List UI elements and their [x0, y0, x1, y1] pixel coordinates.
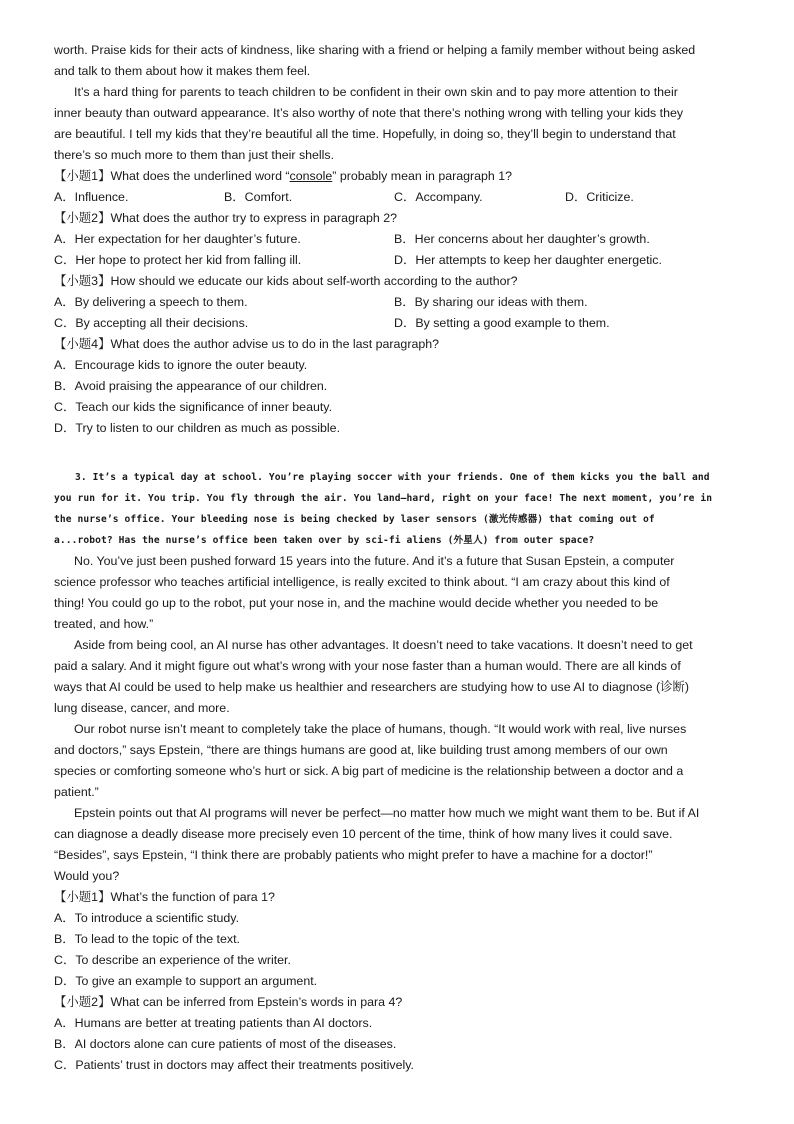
passage3-para-line: can diagnose a deadly disease more precisely even 10 percent of the time, think of how many lives it could save. [54, 827, 673, 841]
option-d: D．To give an example to support an argument. [54, 974, 318, 988]
passage3-para-line: science professor who teaches artificial intelligence, is really excited to think about. “I am crazy about this kind of [54, 575, 670, 589]
option-c: C．Teach our kids the significance of inner beauty. [54, 400, 333, 414]
option-c: C．By accepting all their decisions. [54, 316, 249, 330]
passage2-last-para-line: there’s so much more to them than just their shells. [54, 148, 335, 162]
option-a: A．To introduce a scientific study. [54, 911, 240, 925]
option-c: C．Patients’ trust in doctors may affect their treatments positively. [54, 1058, 414, 1072]
passage3-para-line: patient.” [54, 785, 99, 799]
passage2-para-line: and talk to them about how it makes them feel. [54, 64, 311, 78]
passage3-para-line: Epstein points out that AI programs will never be perfect—no matter how much we might want them to be. But if AI [74, 806, 700, 820]
passage3-para-line: and doctors,” says Epstein, “there are things humans are good at, like building trust among members of our own [54, 743, 668, 757]
question-prompt: 【小题1】What’s the function of para 1? [54, 890, 275, 904]
option-d: D．Try to listen to our children as much as possible. [54, 421, 341, 435]
option-a: A．By delivering a speech to them. [54, 295, 248, 309]
passage3-intro-line: you run for it. You trip. You fly through the air. You land—hard, right on your face! The next moment, you’re in [54, 493, 713, 504]
option-c: C．Accompany. [394, 190, 483, 204]
passage2-last-para-line: It’s a hard thing for parents to teach children to be confident in their own skin and to pay more attention to their [74, 85, 678, 99]
underlined-word: console [289, 169, 333, 183]
option-b: B．Her concerns about her daughter’s growth. [394, 232, 650, 246]
passage3-para-line: treated, and how.” [54, 617, 154, 631]
passage3-para-line: Our robot nurse isn’t meant to completely take the place of humans, though. “It would work with real, live nurses [74, 722, 687, 736]
option-c: C．Her hope to protect her kid from falling ill. [54, 253, 302, 267]
question-prompt: 【小题4】What does the author advise us to do in the last paragraph? [54, 337, 440, 351]
option-b: B．Avoid praising the appearance of our children. [54, 379, 328, 393]
option-b: B．Comfort. [224, 190, 293, 204]
passage3-para-line: paid a salary. And it might figure out what’s wrong with your nose faster than a human would. There are all kinds of [54, 659, 681, 673]
passage3-para-line: thing! You could go up to the robot, put your nose in, and the machine would decide whether you needed to be [54, 596, 659, 610]
passage3-intro-line: a...robot? Has the nurse’s office been taken over by sci-fi aliens (外星人) from outer space? [54, 535, 595, 546]
passage3-para-line: No. You’ve just been pushed forward 15 years into the future. And it’s a future that Susan Epstein, a computer [74, 554, 675, 568]
passage3-intro-line: the nurse’s office. Your bleeding nose is being checked by laser sensors (激光传感器) that coming out of [54, 514, 655, 525]
passage3-para-line: “Besides”, says Epstein, “I think there are probably patients who might prefer to have a machine for a doctor!” [54, 848, 653, 862]
question-prompt: 【小题1】What does the underlined word “console” probably mean in paragraph 1? [54, 169, 513, 183]
option-a: A．Influence. [54, 190, 129, 204]
question-prompt: 【小题2】What can be inferred from Epstein’s words in para 4? [54, 995, 403, 1009]
option-b: B．AI doctors alone can cure patients of most of the diseases. [54, 1037, 397, 1051]
option-b: B．By sharing our ideas with them. [394, 295, 588, 309]
option-c: C．To describe an experience of the writer. [54, 953, 291, 967]
passage2-last-para-line: inner beauty than outward appearance. It’s also worthy of note that there’s nothing wrong with telling your kids they [54, 106, 684, 120]
passage3-intro-line: 3. It’s a typical day at school. You’re playing soccer with your friends. One of them kicks you the ball and [75, 472, 710, 483]
passage2-para-line: worth. Praise kids for their acts of kindness, like sharing with a friend or helping a family member without being asked [54, 43, 696, 57]
passage3-para-line: ways that AI could be used to help make us healthier and researchers are studying how to use AI to diagnose (诊断) [54, 680, 690, 694]
question-prompt: 【小题2】What does the author try to express in paragraph 2? [54, 211, 397, 225]
passage3-para-line: Aside from being cool, an AI nurse has other advantages. It doesn’t need to take vacations. It doesn’t need to get [74, 638, 693, 652]
passage3-para-line: species or comforting someone who’s hurt or sick. A big part of medicine is the relationship between a doctor and a [54, 764, 684, 778]
passage3-para-line: Would you? [54, 869, 120, 883]
passage3-para-line: lung disease, cancer, and more. [54, 701, 230, 715]
option-a: A．Humans are better at treating patients than AI doctors. [54, 1016, 373, 1030]
option-a: A．Her expectation for her daughter’s future. [54, 232, 301, 246]
question-prompt: 【小题3】How should we educate our kids about self-worth according to the author? [54, 274, 518, 288]
option-a: A．Encourage kids to ignore the outer beauty. [54, 358, 308, 372]
option-d: D．By setting a good example to them. [394, 316, 610, 330]
option-d: D．Criticize. [565, 190, 634, 204]
passage2-last-para-line: are beautiful. I tell my kids that they’re beautiful all the time. Hopefully, in doing so, they’ll begin to understand that [54, 127, 676, 141]
option-d: D．Her attempts to keep her daughter energetic. [394, 253, 662, 267]
option-b: B．To lead to the topic of the text. [54, 932, 240, 946]
